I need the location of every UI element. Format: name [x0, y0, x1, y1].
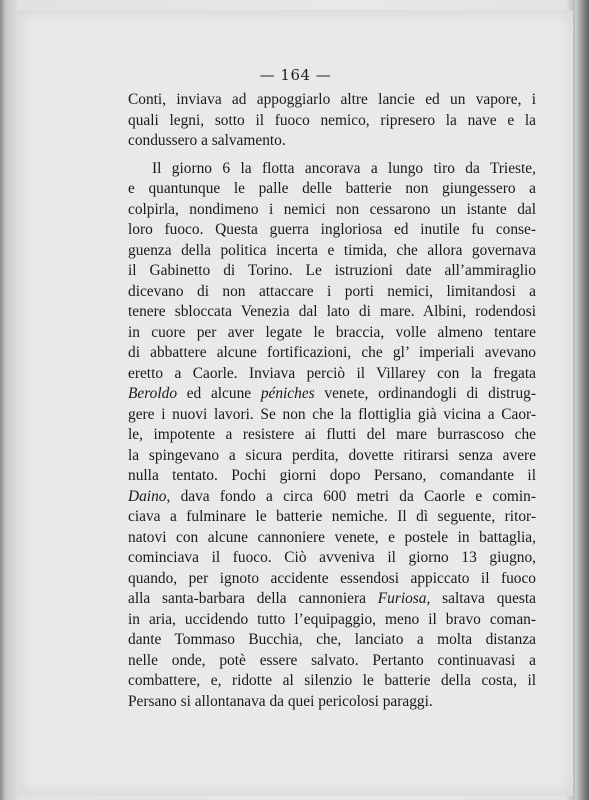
text-line: in aria, uccidendo tutto l’equipaggio, meno il bravo coman-	[128, 610, 536, 628]
text-line: loro fuoco. Questa guerra ingloriosa ed inutile fu conse-	[128, 221, 536, 238]
page-number: — 164 —	[259, 66, 332, 84]
text-line: combattere, e, ridotte al silenzio le batterie della costa, il	[128, 672, 536, 689]
text-line: la spingevano a sicura perdita, dovette ritirarsi senza avere	[128, 446, 536, 464]
body-text	[128, 90, 536, 712]
text-line: quando, per ignoto accidente essendosi appiccato il fuoco	[128, 569, 536, 587]
text-line: nulla tentato. Pochi giorni dopo Persano, comandante il	[128, 467, 536, 484]
text-line: cominciava il fuoco. Ciò avveniva il giorno 13 giugno,	[128, 549, 536, 566]
text-line: dante Tommaso Bucchia, che, lanciato a molta distanza	[128, 631, 536, 648]
text-line: gere i nuovi lavori. Se non che la flottiglia già vicina a Caor-	[128, 405, 536, 423]
text-line: colpirla, nondimeno i nemici non cessarono un istante dal	[128, 200, 536, 218]
text-line: dicevano di non attaccare i porti nemici, limitandosi a	[128, 282, 536, 300]
text-line: Daino, dava fondo a circa 600 metri da Caorle e comin-	[128, 487, 536, 505]
text-line: ciava a fulminare le batterie nemiche. Il dì seguente, ritor-	[128, 508, 536, 525]
text-line: Conti, inviava ad appoggiarlo altre lancie ed un vapore, i	[128, 91, 536, 108]
paragraph	[128, 90, 536, 152]
text-line: condussero a salvamento.	[128, 132, 286, 149]
text-line: Beroldo ed alcune péniches venete, ordinandogli di distrug-	[128, 385, 536, 402]
book-page	[18, 10, 573, 796]
text-line: guenza della politica incerta e timida, che allora governava	[128, 241, 536, 259]
text-line: in cuore per aver legate le braccia, volle almeno tentare	[128, 323, 536, 341]
text-line: le, impotente a resistere ai flutti del mare burrascoso che	[128, 426, 536, 443]
text-line: Il giorno 6 la flotta ancorava a lungo tiro da Trieste,	[152, 159, 536, 177]
text-line: tenere sbloccata Venezia dal lato di mare. Albini, rodendosi	[128, 303, 536, 320]
paragraph	[128, 159, 536, 713]
text-line: nelle onde, potè essere salvato. Pertanto continuavasi a	[128, 651, 536, 669]
text-line: natovi con alcune cannoniere venete, e postele in battaglia,	[128, 528, 536, 546]
text-line: di abbattere alcune fortificazioni, che gl’ imperiali avevano	[128, 344, 536, 361]
text-line: eretto a Caorle. Inviava perciò il Villarey con la fregata	[128, 364, 536, 382]
page-edge-shadow	[575, 0, 589, 800]
text-line: il Gabinetto di Torino. Le istruzioni date all’ammiraglio	[128, 262, 536, 279]
text-line: Persano si allontanava da quei pericolosi paraggi.	[128, 692, 433, 710]
text-line: e quantunque le palle delle batterie non giungessero a	[128, 180, 536, 197]
text-line: quali legni, sotto il fuoco nemico, ripresero la nave e la	[128, 111, 536, 129]
text-line: alla santa-barbara della cannoniera Furiosa, saltava questa	[128, 590, 537, 607]
paragraph-gap	[128, 152, 536, 159]
